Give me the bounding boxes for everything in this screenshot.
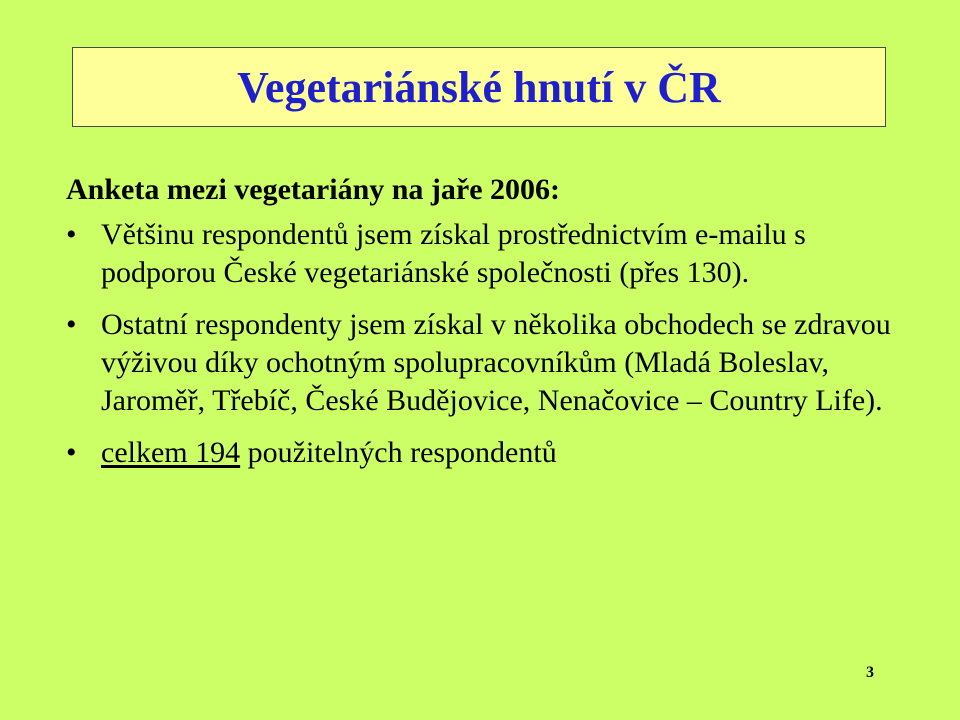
total-count-link[interactable]: celkem 194 — [101, 436, 241, 469]
slide-subheading: Anketa mezi vegetariány na jaře 2006: — [66, 173, 561, 206]
bullet-text: Ostatní respondenty jsem získal v několika obchodech se zdravou výživou díky ochotným spolupracovníkům (Mladá Boleslav, Jaroměř, Třebíč, České Budějovice, Nenačovice – Country Life). — [101, 308, 891, 417]
bullet-item-respondents-shops — [66, 306, 926, 420]
bullet-marker: • — [66, 436, 77, 469]
slide-number: 3 — [866, 664, 874, 681]
bullet-item-respondents-email — [66, 216, 926, 292]
title-box — [72, 47, 886, 127]
bullet-list — [66, 216, 926, 472]
bullet-text: Většinu respondentů jsem získal prostřednictvím e-mailu s podporou České vegetariánské společnosti (přes 130). — [101, 218, 806, 289]
slide-title: Vegetariánské hnutí v ČR — [237, 63, 721, 112]
bullet-text — [101, 434, 926, 472]
bullet-item-total — [66, 434, 926, 472]
bullet-marker: • — [66, 218, 77, 251]
bullet-marker: • — [66, 308, 77, 341]
slide-content — [66, 170, 926, 486]
total-count-rest: použitelných respondentů — [240, 436, 557, 469]
